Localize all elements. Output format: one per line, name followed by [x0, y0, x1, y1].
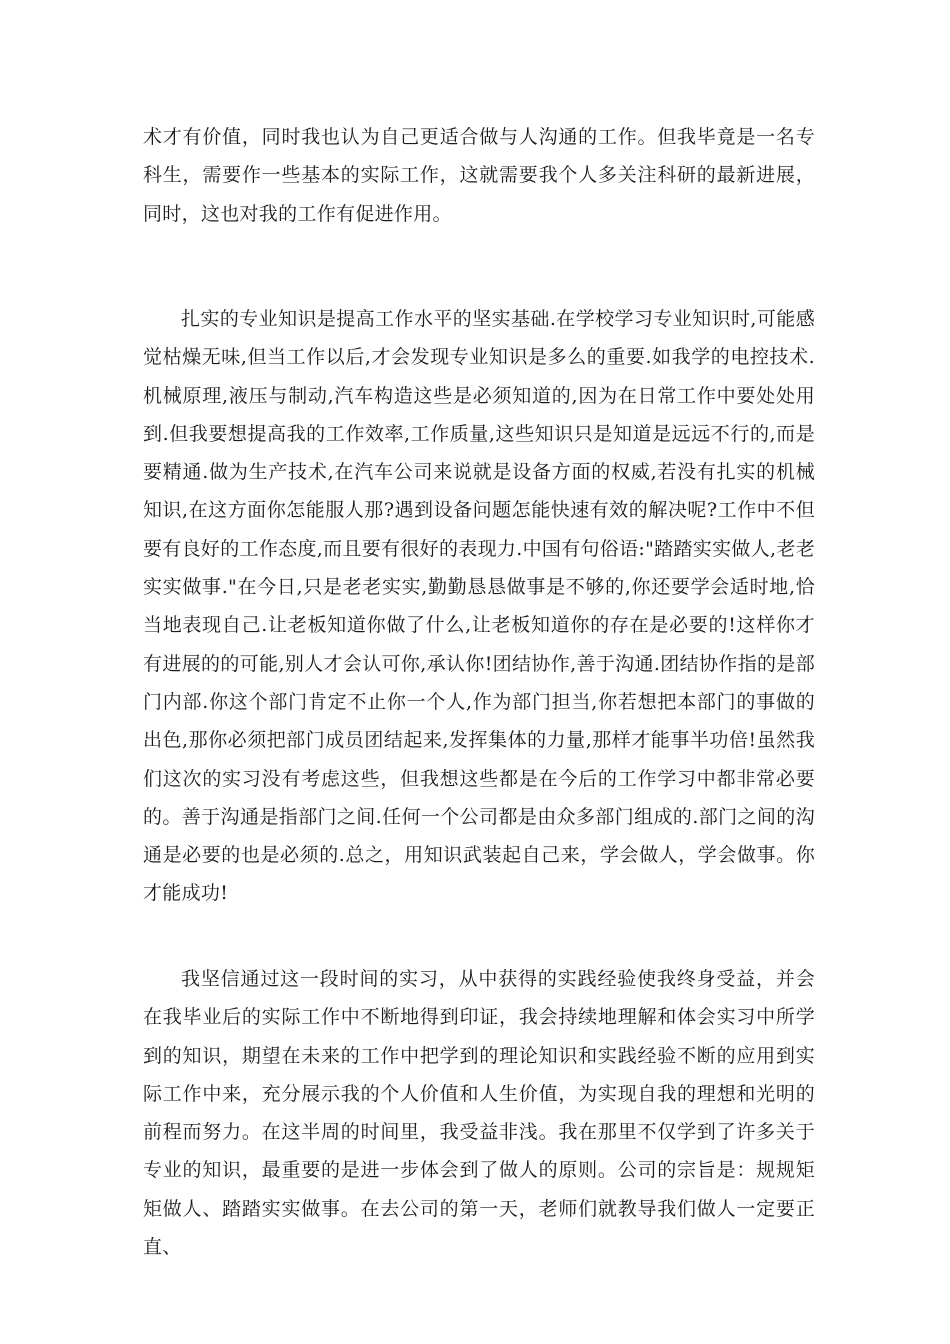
- paragraph-professional-knowledge: 扎实的专业知识是提高工作水平的坚实基础.在学校学习专业知识时,可能感觉枯燥无味,但当工作以后,才会发现专业知识是多么的重要.如我学的电控技术.机械原理,液压与制动,汽车构造这些是必须知道的,因为在日常工作中要处处用到.但我要想提高我的工作效率,工作质量,这些知识只是知道是远远不行的,而是要精通.做为生产技术,在汽车公司来说就是设备方面的权威,若没有扎实的机械知识,在这方面你怎能服人那?遇到设备问题怎能快速有效的解决呢?工作中不但要有良好的工作态度,而且要有很好的表现力.中国有句俗语:"踏踏实实做人,老老实实做事."在今日,只是老老实实,勤勤恳恳做事是不够的,你还要学会适时地,恰当地表现自己.让老板知道你做了什么,让老板知道你的存在是必要的!这样你才有进展的的可能,别人才会认可你,承认你!团结协作,善于沟通.团结协作指的是部门内部.你这个部门肯定不止你一个人,作为部门担当,你若想把本部门的事做的出色,那你必须把部门成员团结起来,发挥集体的力量,那样才能事半功倍!虽然我们这次的实习没有考虑这些，但我想这些都是在今后的工作学习中都非常必要的。善于沟通是指部门之间.任何一个公司都是由众多部门组成的.部门之间的沟通是必要的也是必须的.总之，用知识武装起自己来，学会做人，学会做事。你才能成功!: [143, 308, 815, 905]
- paragraph-continuation: 术才有价值，同时我也认为自己更适合做与人沟通的工作。但我毕竟是一名专科生，需要作一些基本的实际工作，这就需要我个人多关注科研的最新进展，同时，这也对我的工作有促进作用。: [143, 126, 815, 225]
- paragraph-internship-reflection: 我坚信通过这一段时间的实习，从中获得的实践经验使我终身受益，并会在我毕业后的实际工作中不断地得到印证，我会持续地理解和体会实习中所学到的知识，期望在未来的工作中把学到的理论知识和实践经验不断的应用到实际工作中来，充分展示我的个人价值和人生价值，为实现自我的理想和光明的前程而努力。在这半周的时间里，我受益非浅。我在那里不仅学到了许多关于专业的知识，最重要的是进一步体会到了做人的原则。公司的宗旨是：规规矩矩做人、踏踏实实做事。在去公司的第一天，老师们就教导我们做人一定要正直、: [143, 968, 815, 1259]
